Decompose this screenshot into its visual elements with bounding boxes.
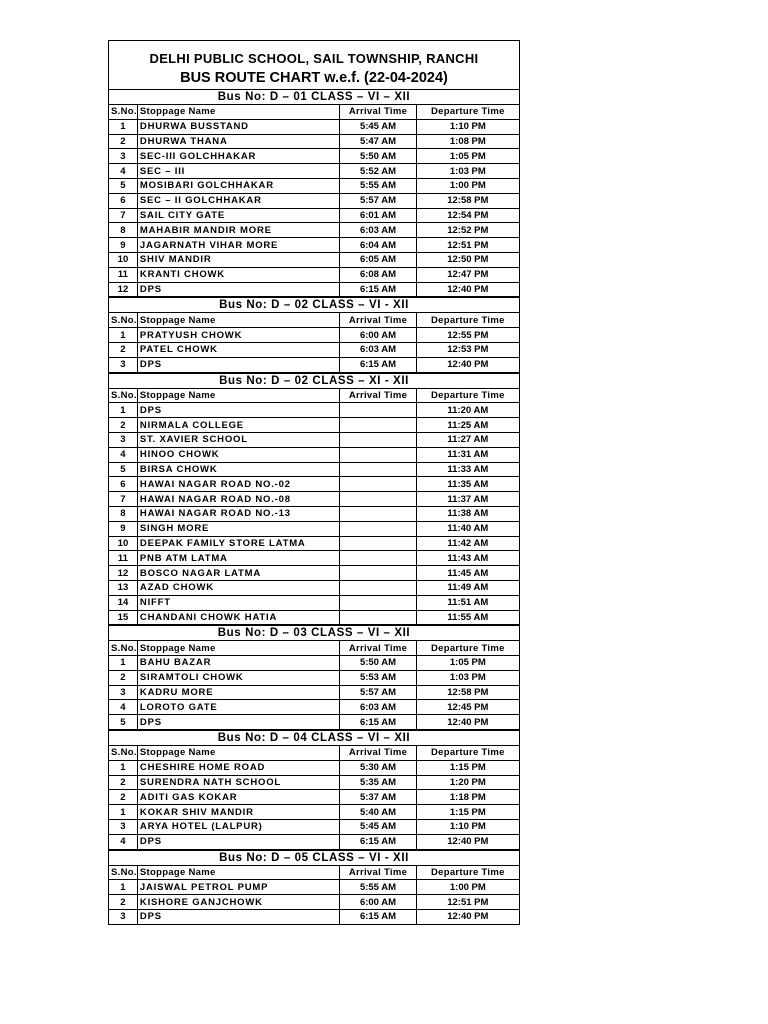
table-row (109, 193, 520, 208)
departure-time: 12:58 PM (416, 685, 519, 700)
table-row (109, 521, 520, 536)
table-row (109, 610, 520, 625)
serial-number: 6 (109, 193, 138, 208)
departure-time: 1:10 PM (416, 119, 519, 134)
arrival-time: 5:55 AM (340, 178, 416, 193)
arrival-time: 6:01 AM (340, 208, 416, 223)
departure-time: 11:51 AM (416, 595, 519, 610)
departure-time: 12:51 PM (416, 238, 519, 253)
serial-number: 14 (109, 595, 138, 610)
bus-route-heading: Bus No: D – 02 CLASS – VI - XII (108, 297, 520, 312)
departure-time: 1:05 PM (416, 149, 519, 164)
column-header-departure: Departure Time (416, 388, 519, 403)
departure-time: 1:10 PM (416, 820, 519, 835)
serial-number: 3 (109, 432, 138, 447)
table-row (109, 267, 520, 282)
serial-number: 3 (109, 357, 138, 372)
stop-name: DPS (137, 403, 339, 418)
serial-number: 1 (109, 119, 138, 134)
departure-time: 1:20 PM (416, 775, 519, 790)
arrival-time: 6:03 AM (340, 223, 416, 238)
serial-number: 4 (109, 834, 138, 849)
arrival-time: 6:04 AM (340, 238, 416, 253)
departure-time: 12:40 PM (416, 715, 519, 730)
stop-name: ST. XAVIER SCHOOL (137, 432, 339, 447)
table-row (109, 149, 520, 164)
stop-name: LOROTO GATE (137, 700, 339, 715)
arrival-time (340, 521, 416, 536)
table-header-row (109, 313, 520, 328)
arrival-time (340, 536, 416, 551)
stop-name: MOSIBARI GOLCHHAKAR (137, 178, 339, 193)
table-row (109, 432, 520, 447)
departure-time: 11:45 AM (416, 566, 519, 581)
departure-time: 11:42 AM (416, 536, 519, 551)
serial-number: 2 (109, 670, 138, 685)
departure-time: 11:49 AM (416, 580, 519, 595)
table-row (109, 656, 520, 671)
serial-number: 4 (109, 700, 138, 715)
departure-time: 11:27 AM (416, 432, 519, 447)
arrival-time: 6:15 AM (340, 357, 416, 372)
bus-route-heading: Bus No: D – 01 CLASS – VI – XII (108, 89, 520, 104)
arrival-time: 5:30 AM (340, 760, 416, 775)
stop-name: HINOO CHOWK (137, 447, 339, 462)
stop-name: NIFFT (137, 595, 339, 610)
departure-time: 12:40 PM (416, 834, 519, 849)
table-row (109, 418, 520, 433)
column-header-sno: S.No. (109, 105, 138, 120)
stop-name: HAWAI NAGAR ROAD NO.-02 (137, 477, 339, 492)
arrival-time: 5:40 AM (340, 805, 416, 820)
column-header-sno: S.No. (109, 641, 138, 656)
departure-time: 12:58 PM (416, 193, 519, 208)
serial-number: 3 (109, 910, 138, 925)
column-header-departure: Departure Time (416, 313, 519, 328)
serial-number: 4 (109, 164, 138, 179)
arrival-time: 5:50 AM (340, 149, 416, 164)
stop-name: PATEL CHOWK (137, 342, 339, 357)
stop-name: HAWAI NAGAR ROAD NO.-13 (137, 506, 339, 521)
serial-number: 11 (109, 551, 138, 566)
table-row (109, 551, 520, 566)
departure-time: 1:05 PM (416, 656, 519, 671)
stop-name: PRATYUSH CHOWK (137, 328, 339, 343)
table-row (109, 775, 520, 790)
arrival-time (340, 551, 416, 566)
column-header-sno: S.No. (109, 746, 138, 761)
column-header-arrival: Arrival Time (340, 865, 416, 880)
table-row (109, 760, 520, 775)
departure-time: 12:40 PM (416, 357, 519, 372)
table-row (109, 715, 520, 730)
table-row (109, 447, 520, 462)
departure-time: 11:40 AM (416, 521, 519, 536)
serial-number: 5 (109, 462, 138, 477)
departure-time: 12:50 PM (416, 252, 519, 267)
stop-name: SIRAMTOLI CHOWK (137, 670, 339, 685)
column-header-departure: Departure Time (416, 865, 519, 880)
arrival-time: 6:00 AM (340, 895, 416, 910)
arrival-time: 5:45 AM (340, 119, 416, 134)
arrival-time (340, 506, 416, 521)
arrival-time (340, 595, 416, 610)
column-header-arrival: Arrival Time (340, 313, 416, 328)
arrival-time: 5:37 AM (340, 790, 416, 805)
serial-number: 3 (109, 820, 138, 835)
table-row (109, 492, 520, 507)
serial-number: 2 (109, 775, 138, 790)
table-row (109, 357, 520, 372)
table-row (109, 595, 520, 610)
school-name: DELHI PUBLIC SCHOOL, SAIL TOWNSHIP, RANCHI (108, 40, 520, 68)
table-row (109, 536, 520, 551)
column-header-stop: Stoppage Name (137, 641, 339, 656)
serial-number: 10 (109, 536, 138, 551)
column-header-stop: Stoppage Name (137, 388, 339, 403)
column-header-arrival: Arrival Time (340, 641, 416, 656)
table-row (109, 119, 520, 134)
table-header-row (109, 388, 520, 403)
table-row (109, 685, 520, 700)
arrival-time: 5:52 AM (340, 164, 416, 179)
column-header-departure: Departure Time (416, 105, 519, 120)
departure-time: 11:31 AM (416, 447, 519, 462)
serial-number: 1 (109, 805, 138, 820)
arrival-time (340, 432, 416, 447)
departure-time: 11:25 AM (416, 418, 519, 433)
departure-time: 12:51 PM (416, 895, 519, 910)
departure-time: 12:52 PM (416, 223, 519, 238)
arrival-time: 5:50 AM (340, 656, 416, 671)
stop-name: DPS (137, 715, 339, 730)
departure-time: 11:38 AM (416, 506, 519, 521)
bus-route-heading: Bus No: D – 03 CLASS – VI – XII (108, 625, 520, 640)
stop-name: DPS (137, 282, 339, 297)
departure-time: 12:40 PM (416, 282, 519, 297)
serial-number: 15 (109, 610, 138, 625)
arrival-time: 6:08 AM (340, 267, 416, 282)
stop-name: KADRU MORE (137, 685, 339, 700)
table-header-row (109, 641, 520, 656)
column-header-stop: Stoppage Name (137, 865, 339, 880)
stop-name: BIRSA CHOWK (137, 462, 339, 477)
arrival-time: 5:47 AM (340, 134, 416, 149)
table-row (109, 208, 520, 223)
arrival-time: 6:15 AM (340, 834, 416, 849)
table-row (109, 164, 520, 179)
arrival-time (340, 418, 416, 433)
table-row (109, 805, 520, 820)
table-row (109, 580, 520, 595)
table-row (109, 252, 520, 267)
arrival-time: 5:55 AM (340, 880, 416, 895)
column-header-arrival: Arrival Time (340, 746, 416, 761)
arrival-time: 6:00 AM (340, 328, 416, 343)
stop-name: KOKAR SHIV MANDIR (137, 805, 339, 820)
arrival-time: 6:03 AM (340, 700, 416, 715)
serial-number: 13 (109, 580, 138, 595)
stop-name: SEC-III GOLCHHAKAR (137, 149, 339, 164)
column-header-stop: Stoppage Name (137, 746, 339, 761)
stop-name: NIRMALA COLLEGE (137, 418, 339, 433)
table-row (109, 670, 520, 685)
arrival-time: 6:15 AM (340, 282, 416, 297)
stop-name: ADITI GAS KOKAR (137, 790, 339, 805)
serial-number: 8 (109, 223, 138, 238)
stop-name: SINGH MORE (137, 521, 339, 536)
serial-number: 3 (109, 149, 138, 164)
stop-name: CHESHIRE HOME ROAD (137, 760, 339, 775)
stop-name: SEC – III (137, 164, 339, 179)
departure-time: 1:18 PM (416, 790, 519, 805)
stop-name: HAWAI NAGAR ROAD NO.-08 (137, 492, 339, 507)
table-row (109, 178, 520, 193)
stop-name: ARYA HOTEL (LALPUR) (137, 820, 339, 835)
stop-name: DEEPAK FAMILY STORE LATMA (137, 536, 339, 551)
departure-time: 12:55 PM (416, 328, 519, 343)
arrival-time: 6:05 AM (340, 252, 416, 267)
stop-name: CHANDANI CHOWK HATIA (137, 610, 339, 625)
departure-time: 1:00 PM (416, 178, 519, 193)
arrival-time: 6:15 AM (340, 715, 416, 730)
arrival-time (340, 447, 416, 462)
table-row (109, 880, 520, 895)
serial-number: 1 (109, 880, 138, 895)
table-row (109, 328, 520, 343)
arrival-time: 5:57 AM (340, 193, 416, 208)
table-row (109, 895, 520, 910)
column-header-sno: S.No. (109, 313, 138, 328)
departure-time: 12:40 PM (416, 910, 519, 925)
departure-time: 11:37 AM (416, 492, 519, 507)
stop-name: AZAD CHOWK (137, 580, 339, 595)
table-row (109, 790, 520, 805)
stop-name: DHURWA THANA (137, 134, 339, 149)
serial-number: 2 (109, 134, 138, 149)
table-row (109, 134, 520, 149)
arrival-time: 5:57 AM (340, 685, 416, 700)
serial-number: 9 (109, 238, 138, 253)
arrival-time (340, 610, 416, 625)
serial-number: 2 (109, 895, 138, 910)
table-row (109, 566, 520, 581)
departure-time: 1:03 PM (416, 164, 519, 179)
bus-route-heading: Bus No: D – 02 CLASS – XI - XII (108, 373, 520, 388)
serial-number: 11 (109, 267, 138, 282)
stop-name: SAIL CITY GATE (137, 208, 339, 223)
table-row (109, 403, 520, 418)
stop-name: KISHORE GANJCHOWK (137, 895, 339, 910)
departure-time: 1:00 PM (416, 880, 519, 895)
arrival-time (340, 477, 416, 492)
departure-time: 12:53 PM (416, 342, 519, 357)
arrival-time: 5:45 AM (340, 820, 416, 835)
route-table (108, 640, 520, 730)
serial-number: 2 (109, 418, 138, 433)
table-row (109, 700, 520, 715)
serial-number: 7 (109, 208, 138, 223)
arrival-time (340, 462, 416, 477)
route-table (108, 865, 520, 925)
column-header-arrival: Arrival Time (340, 105, 416, 120)
serial-number: 12 (109, 282, 138, 297)
departure-time: 11:43 AM (416, 551, 519, 566)
departure-time: 11:35 AM (416, 477, 519, 492)
serial-number: 1 (109, 656, 138, 671)
stop-name: BOSCO NAGAR LATMA (137, 566, 339, 581)
route-table (108, 388, 520, 626)
departure-time: 11:55 AM (416, 610, 519, 625)
stop-name: KRANTI CHOWK (137, 267, 339, 282)
arrival-time (340, 580, 416, 595)
serial-number: 12 (109, 566, 138, 581)
stop-name: JAGARNATH VIHAR MORE (137, 238, 339, 253)
table-header-row (109, 865, 520, 880)
arrival-time: 5:35 AM (340, 775, 416, 790)
serial-number: 7 (109, 492, 138, 507)
table-row (109, 238, 520, 253)
table-header-row (109, 105, 520, 120)
table-row (109, 506, 520, 521)
table-row (109, 223, 520, 238)
bus-route-heading: Bus No: D – 05 CLASS – VI - XII (108, 850, 520, 865)
serial-number: 2 (109, 790, 138, 805)
serial-number: 3 (109, 685, 138, 700)
column-header-departure: Departure Time (416, 746, 519, 761)
arrival-time: 5:53 AM (340, 670, 416, 685)
routes-container (108, 89, 520, 925)
chart-title: BUS ROUTE CHART w.e.f. (22-04-2024) (108, 68, 520, 89)
table-row (109, 834, 520, 849)
route-table (108, 745, 520, 850)
departure-time: 1:15 PM (416, 805, 519, 820)
stop-name: PNB ATM LATMA (137, 551, 339, 566)
departure-time: 12:45 PM (416, 700, 519, 715)
departure-time: 11:33 AM (416, 462, 519, 477)
bus-route-heading: Bus No: D – 04 CLASS – VI – XII (108, 730, 520, 745)
stop-name: JAISWAL PETROL PUMP (137, 880, 339, 895)
serial-number: 1 (109, 760, 138, 775)
route-table (108, 104, 520, 297)
departure-time: 11:20 AM (416, 403, 519, 418)
bus-route-sheet (108, 40, 520, 925)
table-row (109, 820, 520, 835)
serial-number: 1 (109, 403, 138, 418)
column-header-arrival: Arrival Time (340, 388, 416, 403)
table-row (109, 342, 520, 357)
table-row (109, 477, 520, 492)
departure-time: 1:08 PM (416, 134, 519, 149)
serial-number: 9 (109, 521, 138, 536)
arrival-time (340, 492, 416, 507)
departure-time: 12:47 PM (416, 267, 519, 282)
route-table (108, 312, 520, 372)
arrival-time (340, 403, 416, 418)
stop-name: DPS (137, 910, 339, 925)
column-header-stop: Stoppage Name (137, 105, 339, 120)
arrival-time: 6:15 AM (340, 910, 416, 925)
stop-name: DPS (137, 834, 339, 849)
arrival-time (340, 566, 416, 581)
column-header-sno: S.No. (109, 388, 138, 403)
serial-number: 10 (109, 252, 138, 267)
stop-name: SHIV MANDIR (137, 252, 339, 267)
stop-name: DPS (137, 357, 339, 372)
serial-number: 6 (109, 477, 138, 492)
stop-name: SURENDRA NATH SCHOOL (137, 775, 339, 790)
stop-name: DHURWA BUSSTAND (137, 119, 339, 134)
serial-number: 2 (109, 342, 138, 357)
serial-number: 8 (109, 506, 138, 521)
table-row (109, 282, 520, 297)
column-header-stop: Stoppage Name (137, 313, 339, 328)
departure-time: 12:54 PM (416, 208, 519, 223)
table-row (109, 462, 520, 477)
serial-number: 5 (109, 178, 138, 193)
serial-number: 1 (109, 328, 138, 343)
table-row (109, 910, 520, 925)
column-header-sno: S.No. (109, 865, 138, 880)
table-header-row (109, 746, 520, 761)
serial-number: 4 (109, 447, 138, 462)
stop-name: BAHU BAZAR (137, 656, 339, 671)
stop-name: SEC – II GOLCHHAKAR (137, 193, 339, 208)
stop-name: MAHABIR MANDIR MORE (137, 223, 339, 238)
departure-time: 1:15 PM (416, 760, 519, 775)
departure-time: 1:03 PM (416, 670, 519, 685)
column-header-departure: Departure Time (416, 641, 519, 656)
serial-number: 5 (109, 715, 138, 730)
arrival-time: 6:03 AM (340, 342, 416, 357)
